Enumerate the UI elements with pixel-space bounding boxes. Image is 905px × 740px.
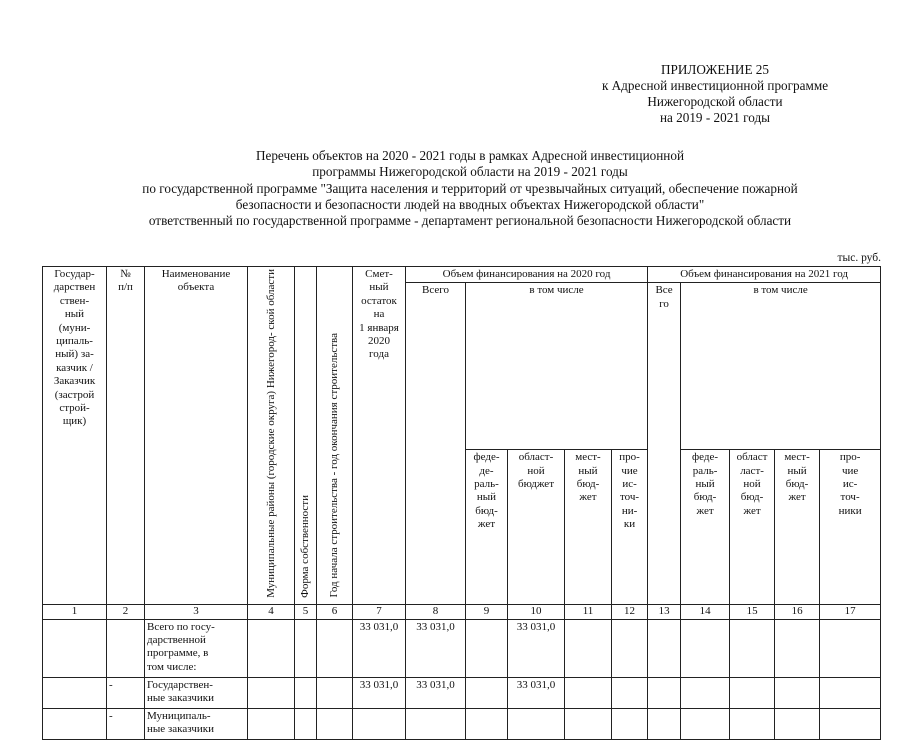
cell [43,677,107,708]
cell-object-name: Всего по госу- дарственной программе, в том числе: [145,619,248,677]
cell [775,677,820,708]
cell [612,677,648,708]
header-number: № п/п [107,267,145,605]
cell: - [107,677,145,708]
cell [466,619,508,677]
cell-estimate: 33 031,0 [353,677,406,708]
cell: - [107,708,145,739]
header-federal-2021: феде- раль- ный бюд- жет [681,450,730,605]
header-municipal-districts-text: Муниципальные районы (городские округа) Нижегород- ской области [264,269,277,598]
title-line: программы Нижегородской области на 2019 - 2021 годы [312,164,628,180]
cell [295,677,317,708]
cell [648,619,681,677]
cell [648,708,681,739]
cell [317,677,353,708]
cell-total-2020: 33 031,0 [406,677,466,708]
cell-regional-2020 [508,708,565,739]
cell [820,677,881,708]
cell [612,708,648,739]
cell [775,619,820,677]
cell [565,677,612,708]
cell [681,677,730,708]
cell [43,619,107,677]
cell-regional-2020: 33 031,0 [508,619,565,677]
header-including-2021: в том числе [681,283,881,450]
appendix-line: на 2019 - 2021 годы [659,110,771,125]
cell-object-name: Государствен- ные заказчики [145,677,248,708]
cell [681,708,730,739]
header-construction-years-text: Год начала строительства - год окончания строительства [328,333,341,598]
header-regional-2020: област- ной бюджет [508,450,565,605]
header-local-2020: мест- ный бюд- жет [565,450,612,605]
table-row [43,619,881,677]
header-object-name: Наименование объекта [145,267,248,605]
cell [295,708,317,739]
column-number: 16 [775,605,820,619]
cell [295,619,317,677]
header-federal-2020: феде- де- раль- ный бюд- жет [466,450,508,605]
header-including-2020: в том числе [466,283,648,450]
column-number: 17 [820,605,881,619]
cell [565,619,612,677]
cell [466,677,508,708]
column-number: 15 [730,605,775,619]
appendix-line: к Адресной инвестиционной программе [601,78,829,93]
header-estimate-balance: Смет- ный остаток на 1 января 2020 года [353,267,406,605]
header-regional-2021: област ласт- ной бюд- жет [730,450,775,605]
cell-total-2020: 33 031,0 [406,619,466,677]
header-municipal-districts [248,267,295,605]
financing-table [42,266,881,740]
cell [565,708,612,739]
column-number: 4 [248,605,295,619]
unit-label: тыс. руб. [837,252,881,264]
header-financing-2020: Объем финансирования на 2020 год [406,267,648,283]
title-line: ответственный по государственной программе - департамент региональной безопасности Нижегородской области [148,213,792,229]
header-customer: Государ- дарствен ствен- ный (муни- ципаль- ный) за- казчик / Заказчик (застрой строй- щик) [43,267,107,605]
header-other-2021: про- чие ис- точ- ники [820,450,881,605]
column-number: 14 [681,605,730,619]
cell [612,619,648,677]
appendix-line: ПРИЛОЖЕНИЕ 25 [661,62,769,77]
cell [43,708,107,739]
cell [107,619,145,677]
column-number: 2 [107,605,145,619]
header-total-2020: Всего [406,283,466,605]
table-row [43,708,881,739]
title-line: по государственной программе "Защита населения и территорий от чрезвычайных ситуаций, обеспечение пожарной [142,180,798,196]
cell [730,708,775,739]
cell-estimate: 33 031,0 [353,619,406,677]
appendix-line: Нижегородской области [647,94,783,109]
column-number: 11 [565,605,612,619]
column-number: 10 [508,605,565,619]
cell [820,619,881,677]
document-title [40,148,900,229]
cell [466,708,508,739]
column-number: 6 [317,605,353,619]
header-construction-years [317,267,353,605]
cell [775,708,820,739]
title-line: Перечень объектов на 2020 - 2021 годы в рамках Адресной инвестиционной [255,148,685,163]
column-numbers-row [43,605,881,619]
appendix-header [560,62,870,126]
cell [317,619,353,677]
column-number: 1 [43,605,107,619]
cell [730,677,775,708]
column-number: 8 [406,605,466,619]
cell [248,677,295,708]
header-ownership-text: Форма собственности [299,494,312,598]
cell-estimate [353,708,406,739]
column-number: 7 [353,605,406,619]
cell-regional-2020: 33 031,0 [508,677,565,708]
cell [730,619,775,677]
title-line: безопасности и безопасности людей на вводных объектах Нижегородской области" [235,196,705,212]
header-total-2021: Все го [648,283,681,605]
header-local-2021: мест- ный бюд- жет [775,450,820,605]
column-number: 9 [466,605,508,619]
header-other-2020: про- чие ис- точ- ни- ки [612,450,648,605]
cell [248,708,295,739]
cell [317,708,353,739]
column-number: 5 [295,605,317,619]
column-number: 12 [612,605,648,619]
column-number: 13 [648,605,681,619]
cell [820,708,881,739]
cell [648,677,681,708]
cell-object-name: Муниципаль- ные заказчики [145,708,248,739]
table-row [43,677,881,708]
cell [681,619,730,677]
column-number: 3 [145,605,248,619]
cell [248,619,295,677]
cell-total-2020 [406,708,466,739]
header-ownership [295,267,317,605]
header-financing-2021: Объем финансирования на 2021 год [648,267,881,283]
